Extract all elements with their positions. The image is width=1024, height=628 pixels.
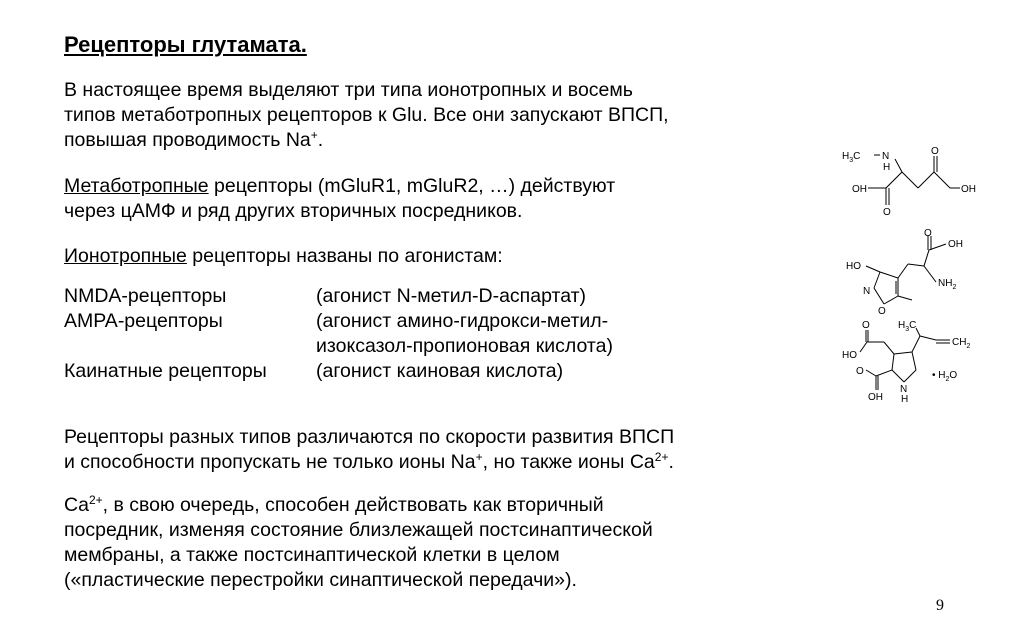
nmda-c: C bbox=[853, 151, 861, 162]
nmda-nh-h: H bbox=[883, 162, 891, 173]
ampa-structure-diagram bbox=[836, 228, 976, 318]
ionotropic-term: Ионотропные bbox=[64, 245, 187, 267]
svg-text:CH2 bbox=[952, 337, 970, 350]
page-number: 9 bbox=[936, 597, 944, 614]
differences-line-2 bbox=[64, 450, 674, 475]
ampa-oh: OH bbox=[948, 239, 963, 250]
receptor-row bbox=[64, 309, 613, 334]
kainic-acid-structure-diagram bbox=[836, 318, 996, 410]
intro-line-3 bbox=[64, 128, 669, 153]
paragraph-intro bbox=[64, 78, 669, 153]
receptor-name bbox=[64, 334, 316, 359]
nmda-oh-left: OH bbox=[852, 184, 867, 195]
kainic-ch2-sub: 2 bbox=[966, 343, 971, 350]
nmda-structure-diagram bbox=[838, 142, 978, 222]
metabotropic-line-1 bbox=[64, 174, 615, 199]
intro-line-3-text: повышая проводимость Na bbox=[64, 129, 311, 151]
kainic-h3c-sub: 3 bbox=[905, 326, 910, 333]
ionotropic-rest: рецепторы названы по агонистам: bbox=[186, 245, 503, 267]
kainic-n: N bbox=[900, 384, 908, 395]
nmda-methyl-sub: 3 bbox=[849, 157, 854, 164]
kainic-o-top: O bbox=[862, 320, 870, 331]
kainic-water-h: • H bbox=[932, 370, 946, 381]
nmda-n: N bbox=[882, 151, 890, 162]
kainic-h3c-c: C bbox=[909, 320, 917, 331]
receptor-name: Каинатные рецепторы bbox=[64, 360, 267, 382]
svg-text:H3C bbox=[842, 151, 860, 164]
receptor-agonist: (агонист каиновая кислота) bbox=[316, 360, 564, 382]
receptor-row bbox=[64, 359, 613, 384]
ampa-structure-svg bbox=[836, 228, 976, 318]
nmda-oh-right: OH bbox=[961, 184, 976, 195]
kainic-acid-structure-svg bbox=[836, 318, 996, 410]
nmda-h: H bbox=[842, 151, 850, 162]
differences-period: . bbox=[668, 451, 674, 473]
nmda-o-left: O bbox=[883, 207, 891, 218]
nmda-o-right: O bbox=[931, 146, 939, 157]
kainic-ho: HO bbox=[842, 350, 857, 361]
metabotropic-line-2: через цАМФ и ряд других вторичных посредников. bbox=[64, 200, 523, 222]
svg-text:NH2 bbox=[938, 278, 956, 291]
kainic-o-left: O bbox=[856, 366, 864, 377]
paragraph-metabotropic bbox=[64, 174, 615, 224]
differences-text-a: и способности пропускать не только ионы Na bbox=[64, 451, 476, 473]
receptor-row bbox=[64, 334, 613, 359]
calcium-line-3: мембраны, а также постсинаптической клетки в целом bbox=[64, 544, 560, 566]
calcium-line-4: («пластические перестройки синаптической передачи»). bbox=[64, 569, 577, 591]
ampa-nh2-sub: 2 bbox=[952, 284, 957, 291]
intro-line-1: В настоящее время выделяют три типа ионотропных и восемь bbox=[64, 79, 633, 101]
differences-line-1: Рецепторы разных типов различаются по скорости развития ВПСП bbox=[64, 426, 675, 448]
receptor-agonist: (агонист амино-гидрокси-метил- bbox=[316, 310, 609, 332]
paragraph-calcium bbox=[64, 493, 653, 593]
ampa-n: N bbox=[863, 286, 871, 297]
receptor-list bbox=[64, 284, 613, 384]
calcium-line-2: посредник, изменяя состояние близлежащей постсинаптической bbox=[64, 519, 653, 541]
svg-text:• H2O bbox=[932, 370, 957, 383]
paragraph-ionotropic bbox=[64, 244, 503, 269]
ca-charge: 2+ bbox=[88, 493, 103, 507]
receptor-row bbox=[64, 284, 613, 309]
ampa-o-ring: O bbox=[878, 306, 886, 317]
ampa-ho: HO bbox=[846, 261, 861, 272]
differences-text-b: , но также ионы Ca bbox=[482, 451, 655, 473]
intro-period: . bbox=[317, 129, 324, 151]
intro-line-2: типов метаботропных рецепторов к Glu. Все они запускают ВПСП, bbox=[64, 104, 669, 126]
page-title: Рецепторы глутамата. bbox=[64, 32, 307, 57]
kainic-water-o: O bbox=[949, 370, 958, 381]
ampa-o: O bbox=[924, 228, 932, 239]
kainic-h3c-h: H bbox=[898, 320, 906, 331]
calcium-symbol: Ca bbox=[64, 494, 89, 516]
kainic-oh: OH bbox=[868, 392, 883, 403]
calcium-line-1 bbox=[64, 493, 653, 518]
ca-charge: 2+ bbox=[654, 450, 669, 464]
metabotropic-term: Метаботропные bbox=[64, 175, 209, 197]
na-charge: + bbox=[475, 450, 483, 464]
paragraph-differences bbox=[64, 425, 674, 475]
nmda-structure-svg bbox=[838, 142, 978, 222]
na-charge: + bbox=[310, 128, 318, 142]
calcium-line-1-rest: , в свою очередь, способен действовать как вторичный bbox=[102, 494, 604, 516]
receptor-agonist: (агонист N-метил-D-аспартат) bbox=[316, 285, 587, 307]
kainic-ch: CH bbox=[952, 337, 967, 348]
metabotropic-rest: рецепторы (mGluR1, mGluR2, …) действуют bbox=[208, 175, 616, 197]
kainic-nh-h: H bbox=[901, 394, 909, 405]
ampa-nh: NH bbox=[938, 278, 953, 289]
receptor-name: NMDA-рецепторы bbox=[64, 285, 227, 307]
svg-text:H3C bbox=[898, 320, 916, 333]
kainic-water-sub: 2 bbox=[945, 376, 950, 383]
receptor-name: AMPA-рецепторы bbox=[64, 310, 223, 332]
receptor-agonist: изоксазол-пропионовая кислота) bbox=[316, 335, 613, 357]
